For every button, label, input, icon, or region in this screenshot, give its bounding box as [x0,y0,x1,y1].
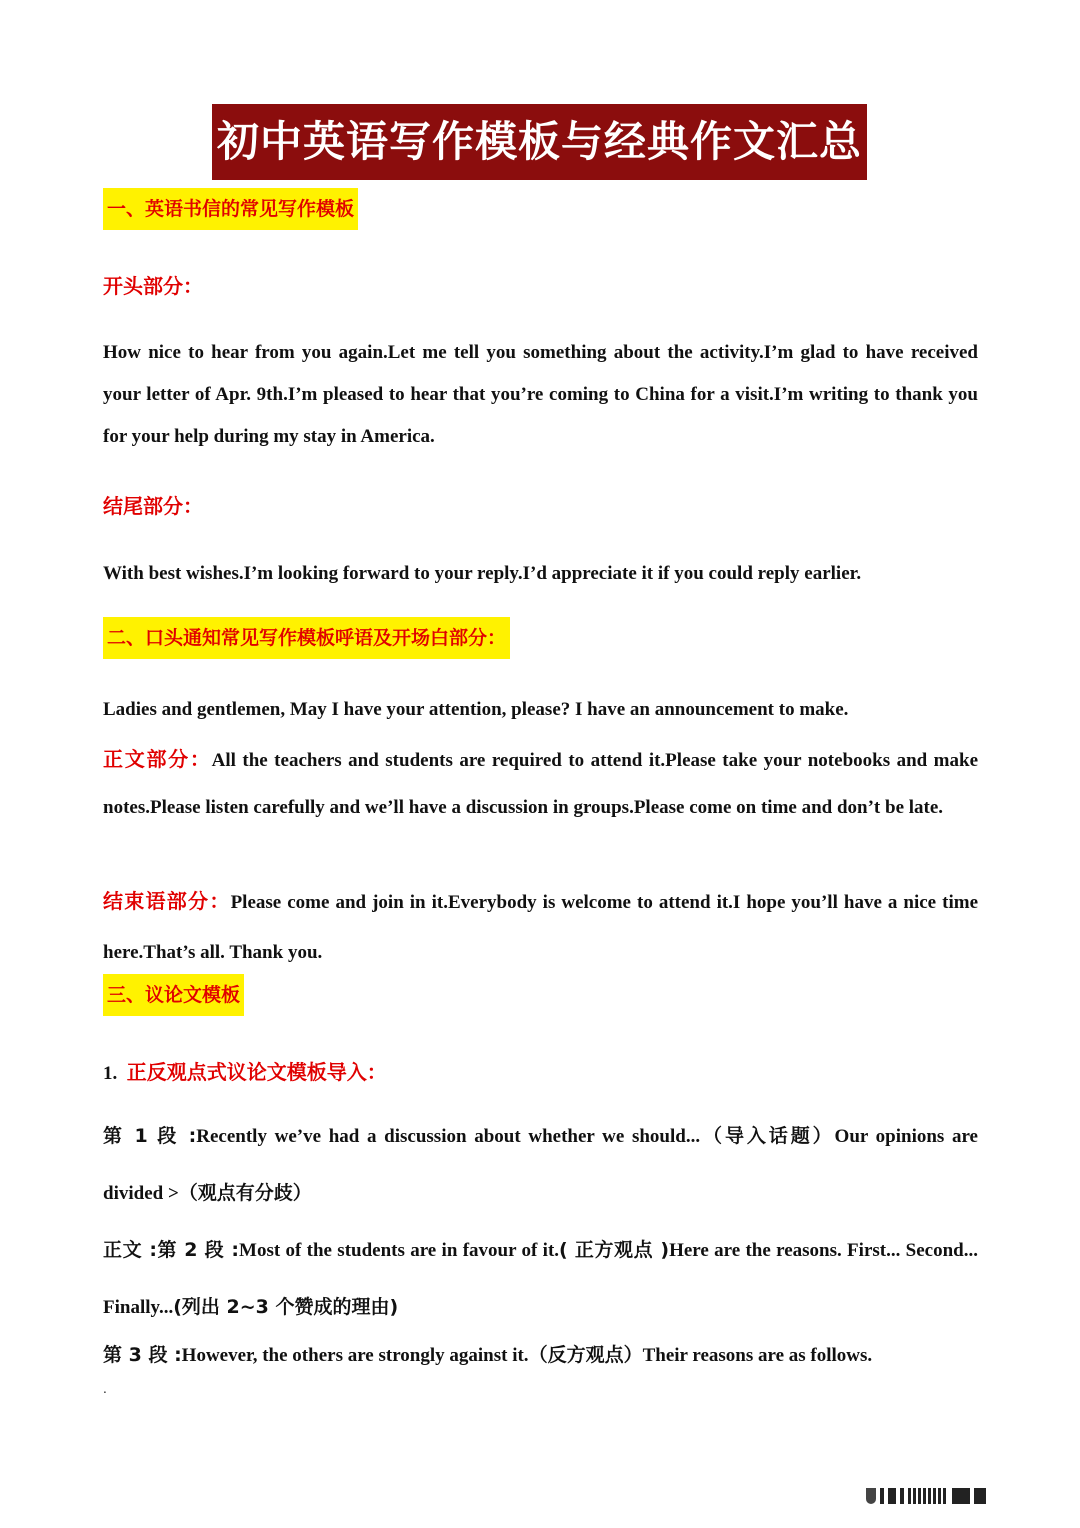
letter-opening-text: How nice to hear from you again.Let me tell you something about the activity.I’m glad to have received your letter of Apr. 9th.I’m pleased to hear that you’re coming to China for a visit.I’m writing to thank you for your help during my stay in America. [103,342,978,447]
notice-body-paragraph [103,736,978,831]
p3-label: 第 3 段 : [103,1344,182,1366]
closing-label: 结尾部分： [103,494,203,518]
p2-note-a: ( 正方观点 ) [559,1239,670,1261]
p1-note-b: （观点有分歧） [178,1182,312,1204]
section3-heading: 三、议论文模板 [103,974,244,1016]
paragraph-2 [103,1222,978,1336]
p2-label: 第 2 段 : [156,1239,240,1261]
section1-heading: 一、英语书信的常见写作模板 [103,188,358,230]
p2-text-b: Here are the reasons. First... Second... Finally... [103,1240,978,1318]
p2-note-b: (列出 2~3 个赞成的理由) [173,1296,399,1318]
trailing-dot: . [103,1382,107,1396]
watermark-logo [866,1486,1056,1506]
p2-text-a: Most of the students are in favour of it. [239,1240,560,1261]
notice-end-text: Please come and join in it.Everybody is welcome to attend it.I hope you’ll have a nice time here.That’s all. Thank you. [103,892,978,963]
paragraph-1 [103,1108,978,1222]
body-section-label: 正文 : [103,1239,157,1261]
opening-label: 开头部分： [103,274,203,298]
p3-text-b: Their reasons are as follows. [642,1345,873,1366]
end-label: 结束语部分： [103,889,231,913]
p1-note-a: （导入话题） [700,1125,835,1147]
item1-label: 正反观点式议论文模板导入： [126,1060,387,1084]
paragraph-3 [103,1340,978,1371]
p3-note-a: （反方观点） [528,1344,643,1366]
body-label: 正文部分： [103,747,212,771]
document-title: 初中英语写作模板与经典作文汇总 [212,104,867,180]
p1-text-b: Our opinions are divided > [103,1126,978,1204]
section2-heading: 二、口头通知常见写作模板呼语及开场白部分： [103,617,510,659]
p1-label: 第 1 段 : [103,1125,197,1147]
letter-closing-text: With best wishes.I’m looking forward to your reply.I’d appreciate it if you could reply earlier. [103,563,862,584]
p1-text-a: Recently we’ve had a discussion about whether we should... [196,1126,701,1147]
p3-text-a: However, the others are strongly against it. [181,1345,529,1366]
notice-body-text: All the teachers and students are required to attend it.Please take your notebooks and make notes.Please listen carefully and we’ll have a discussion in groups.Please come on time and don’t be late. [103,750,979,818]
argument-item-1 [103,1057,978,1089]
notice-end-paragraph [103,876,978,978]
notice-opening-text: Ladies and gentlemen, May I have your attention, please? I have an announcement to make. [103,699,849,720]
item1-number: 1. [103,1063,118,1084]
